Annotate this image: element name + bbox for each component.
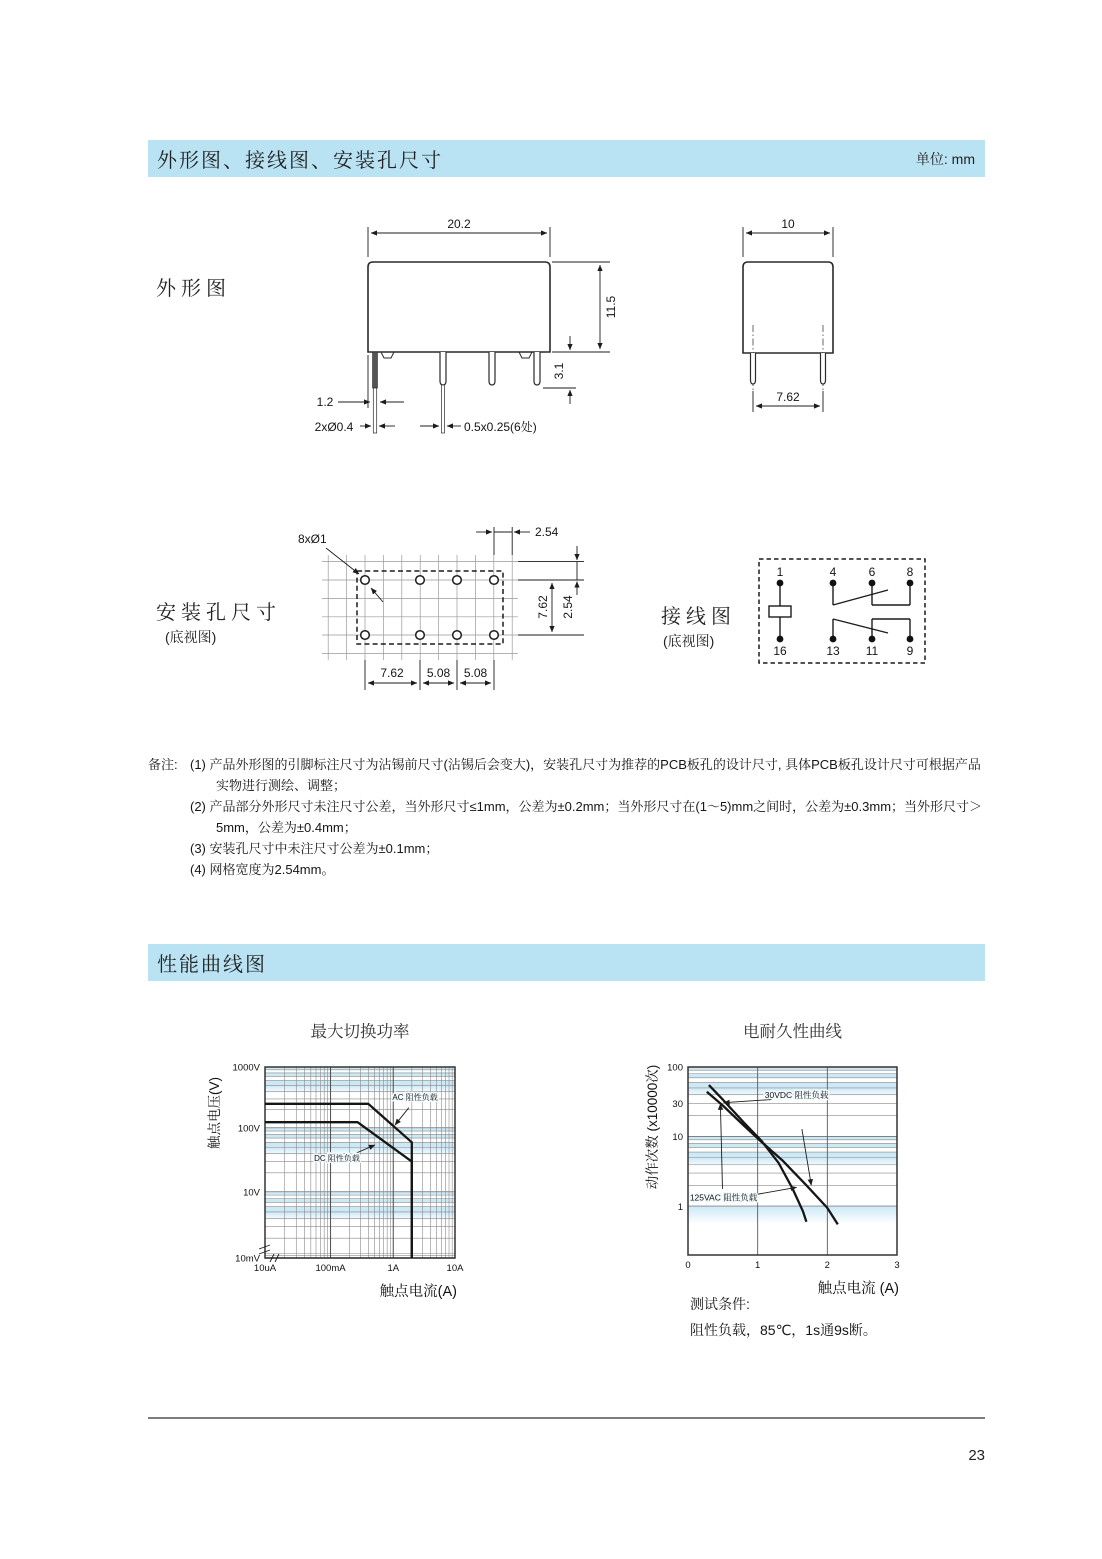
x-axis-title: 触点电流(A)	[379, 1284, 457, 1300]
mounting-holes	[361, 576, 499, 640]
wiring-label: 接线图	[661, 606, 736, 628]
wiring-diagram	[745, 545, 945, 675]
pin-label: 8	[906, 565, 914, 579]
x-tick: 2	[824, 1260, 830, 1271]
max-switching-power-chart	[195, 1015, 475, 1315]
y-tick: 10V	[243, 1187, 260, 1199]
dim-front-width: 20.2	[447, 217, 471, 231]
note-item: (1) 产品外形图的引脚标注尺寸为沾锡前尺寸(沾锡后会变大)，安装孔尺寸为推荐的PCB板孔的设计尺寸, 具体PCB板孔设计尺寸可根据产品实物进行测绘、调整；	[190, 757, 981, 793]
dim-edge-to-pin: 1.2	[316, 395, 334, 409]
test-conditions-title: 测试条件:	[690, 1296, 750, 1312]
series-label: 30VDC 阻性负载	[764, 1090, 829, 1101]
pin-label: 4	[829, 565, 837, 579]
dim-flat-pins: 0.5x0.25(6处)	[464, 420, 537, 434]
y-tick: 1000V	[232, 1062, 260, 1074]
dim-side-width: 10	[781, 217, 795, 231]
side-pin	[751, 353, 756, 384]
dim-row-cell: 2.54	[561, 595, 575, 619]
pin-label: 11	[865, 644, 879, 658]
flat-pin	[489, 352, 495, 385]
page-number: 23	[968, 1447, 985, 1464]
note-item: (2) 产品部分外形尺寸未注尺寸公差，当外形尺寸≤1mm，公差为±0.2mm；当外形尺寸在(1～5)mm之间时，公差为±0.3mm；当外形尺寸＞5mm，公差为±0.4mm；	[190, 799, 983, 835]
y-tick: 30	[672, 1098, 683, 1110]
section-header-dimensions	[148, 140, 985, 177]
relay-body-front	[368, 262, 550, 352]
y-tick: 10mV	[235, 1253, 260, 1265]
unit-label: 单位: mm	[915, 150, 975, 167]
y-tick: 100	[667, 1062, 683, 1074]
note-item: (4) 网格宽度为2.54mm。	[190, 862, 335, 877]
flat-pin	[534, 352, 540, 385]
pin-label: 16	[773, 644, 787, 658]
dim-side-pin-span: 7.62	[776, 390, 800, 404]
dim-round-pins: 2xØ0.4	[314, 420, 354, 434]
pin-label: 9	[906, 644, 914, 658]
pin-label: 1	[776, 565, 784, 579]
notes-block	[148, 754, 988, 880]
side-pin	[821, 353, 826, 384]
mounting-label: 安装孔尺寸	[156, 602, 281, 624]
dim-front-height: 11.5	[604, 295, 618, 319]
y-axis-title: 触点电压(V)	[207, 1077, 222, 1149]
test-conditions-detail: 阻性负载，85℃，1s通9s断。	[690, 1322, 877, 1338]
chart-title: 电耐久性曲线	[743, 1023, 842, 1041]
x-tick: 1A	[387, 1263, 400, 1274]
series-line	[265, 1104, 412, 1258]
dim-col-span-2: 5.08	[426, 666, 451, 680]
notes-label: 备注:	[148, 757, 178, 772]
package-outline-dashed	[357, 571, 503, 644]
holes-callout: 8xØ1	[298, 532, 327, 546]
relay-body-side	[743, 262, 833, 353]
pin-label: 13	[826, 644, 840, 658]
flat-pin	[440, 352, 446, 385]
dim-front-standoff: 3.1	[552, 362, 566, 380]
note-item: (3) 安装孔尺寸中未注尺寸公差为±0.1mm；	[190, 841, 439, 856]
series-label: DC 阻性负载	[314, 1153, 360, 1163]
dim-col-span-1: 7.62	[380, 666, 404, 680]
front-view-drawing	[280, 205, 620, 450]
pin-dots	[777, 580, 914, 643]
x-tick: 100mA	[315, 1263, 346, 1274]
chart-title: 最大切换功率	[310, 1023, 410, 1041]
dim-col-span-3: 5.08	[463, 666, 488, 680]
section-title: 外形图、接线图、安装孔尺寸	[157, 150, 443, 172]
x-tick: 0	[685, 1260, 691, 1271]
series-label: AC 阻性负载	[392, 1093, 438, 1103]
x-tick: 10uA	[253, 1263, 277, 1274]
dim-grid-pitch-top: 2.54	[535, 525, 559, 539]
wiring-sublabel: (底视图)	[663, 633, 715, 649]
y-tick: 10	[672, 1132, 683, 1144]
mounting-hole-drawing	[290, 515, 620, 705]
footer-rule	[148, 1417, 985, 1419]
x-tick: 10A	[446, 1263, 464, 1274]
y-tick: 1	[677, 1201, 683, 1213]
series-label: 125VAC 阻性负载	[689, 1192, 758, 1203]
electrical-endurance-chart	[640, 1015, 940, 1315]
x-tick: 1	[755, 1260, 761, 1271]
y-tick: 100V	[237, 1123, 260, 1135]
y-axis-title: 动作次数 (x10000次)	[645, 1064, 660, 1190]
dim-row-span: 7.62	[536, 595, 550, 619]
coil-symbol	[769, 606, 791, 617]
x-tick: 3	[894, 1260, 900, 1271]
x-axis-title: 触点电流 (A)	[817, 1281, 899, 1297]
section-header-performance	[148, 944, 985, 981]
outline-label: 外形图	[156, 278, 231, 300]
pin-label: 6	[868, 565, 876, 579]
mounting-sublabel: (底视图)	[165, 629, 217, 645]
side-view-drawing	[700, 205, 920, 450]
round-pin	[373, 352, 378, 388]
test-conditions	[690, 1291, 877, 1343]
section-title: 性能曲线图	[157, 954, 267, 976]
